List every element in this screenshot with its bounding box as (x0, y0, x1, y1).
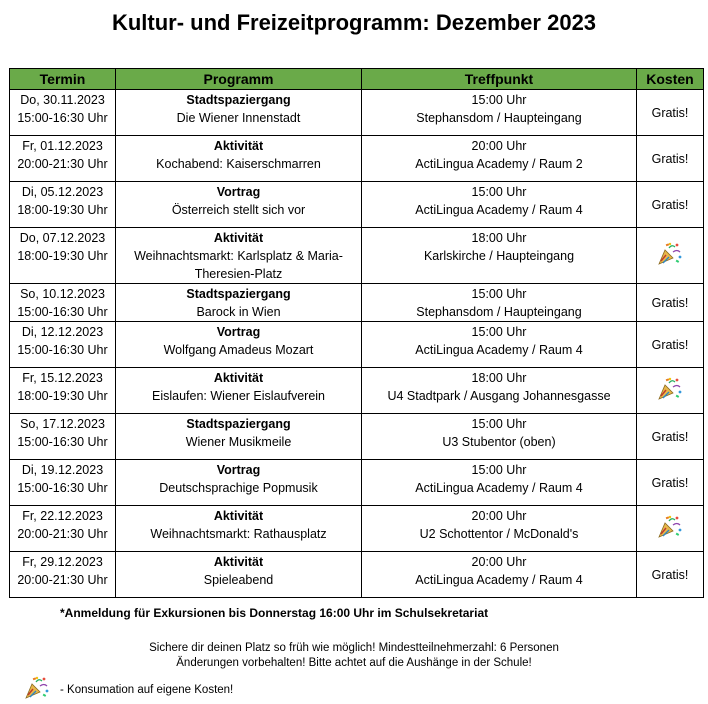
event-description: Wolfgang Amadeus Mozart (163, 343, 314, 357)
meeting-time: 18:00 Uhr (471, 371, 527, 385)
header-programm: Programm (116, 69, 362, 90)
event-date: Di, 19.12.2023 (21, 463, 104, 477)
cell-programm (116, 136, 362, 182)
cell-programm (116, 182, 362, 228)
cell-termin (10, 182, 116, 228)
legend (24, 676, 233, 703)
cell-treffpunkt (362, 552, 637, 598)
table-row (10, 136, 704, 182)
event-type: Vortrag (216, 185, 261, 199)
meeting-time: 15:00 Uhr (471, 185, 527, 199)
cell-termin (10, 90, 116, 136)
event-description: Kochabend: Kaiserschmarren (156, 157, 321, 171)
event-description: Deutschsprachige Popmusik (159, 481, 318, 495)
cell-treffpunkt (362, 460, 637, 506)
event-type: Aktivität (213, 555, 264, 569)
cell-kosten (637, 460, 704, 506)
program-table (9, 68, 704, 598)
cell-treffpunkt (362, 368, 637, 414)
event-type: Stadtspaziergang (186, 93, 291, 107)
event-description: Österreich stellt sich vor (171, 203, 306, 217)
event-time: 20:00-21:30 Uhr (17, 157, 108, 171)
table-row (10, 506, 704, 552)
event-time: 15:00-16:30 Uhr (17, 481, 108, 495)
meeting-time: 15:00 Uhr (471, 287, 527, 301)
cell-treffpunkt (362, 228, 637, 284)
cell-programm (116, 414, 362, 460)
meeting-time: 15:00 Uhr (471, 417, 527, 431)
meeting-place: Stephansdom / Haupteingang (416, 111, 582, 125)
event-time: 18:00-19:30 Uhr (17, 203, 108, 217)
event-date: Fr, 01.12.2023 (22, 139, 103, 153)
meeting-time: 20:00 Uhr (471, 139, 527, 153)
cell-treffpunkt (362, 322, 637, 368)
registration-footnote: *Anmeldung für Exkursionen bis Donnerstag 16:00 Uhr im Schulsekretariat (60, 606, 489, 620)
meeting-place: ActiLingua Academy / Raum 2 (415, 157, 583, 171)
meeting-place: U3 Stubentor (oben) (442, 435, 556, 449)
cost-label: Gratis! (651, 338, 689, 352)
meeting-place: U2 Schottentor / McDonald's (419, 527, 579, 541)
meeting-place: ActiLingua Academy / Raum 4 (415, 203, 583, 217)
event-description: Die Wiener Innenstadt (176, 111, 301, 125)
meeting-place: ActiLingua Academy / Raum 4 (415, 573, 583, 587)
cell-kosten (637, 228, 704, 284)
info-line: Änderungen vorbehalten! Bitte achtet auf die Aushänge in der Schule! (176, 657, 532, 669)
event-type: Stadtspaziergang (186, 417, 291, 431)
cost-label: Gratis! (651, 568, 689, 582)
cell-kosten (637, 136, 704, 182)
cell-kosten (637, 90, 704, 136)
cell-termin (10, 506, 116, 552)
table-header-row (10, 69, 704, 90)
cell-kosten (637, 414, 704, 460)
event-description: Eislaufen: Wiener Eislaufverein (152, 389, 325, 403)
meeting-time: 15:00 Uhr (471, 463, 527, 477)
cell-termin (10, 460, 116, 506)
info-line: Sichere dir deinen Platz so früh wie möglich! Mindestteilnehmerzahl: 6 Personen (149, 642, 559, 654)
event-date: So, 17.12.2023 (20, 417, 105, 431)
table-row (10, 284, 704, 322)
cell-termin (10, 228, 116, 284)
event-date: Do, 07.12.2023 (19, 231, 106, 245)
header-kosten: Kosten (637, 69, 704, 90)
cell-termin (10, 284, 116, 322)
table-row (10, 182, 704, 228)
event-description: Wiener Musikmeile (185, 435, 292, 449)
meeting-place: ActiLingua Academy / Raum 4 (415, 481, 583, 495)
cell-termin (10, 552, 116, 598)
cost-label: Gratis! (651, 106, 689, 120)
event-time: 15:00-16:30 Uhr (17, 435, 108, 449)
event-description: Barock in Wien (196, 305, 281, 319)
cell-treffpunkt (362, 90, 637, 136)
event-time: 15:00-16:30 Uhr (17, 343, 108, 357)
cell-treffpunkt (362, 506, 637, 552)
cell-programm (116, 322, 362, 368)
cell-programm (116, 284, 362, 322)
cost-label: Gratis! (651, 152, 689, 166)
meeting-time: 15:00 Uhr (471, 325, 527, 339)
event-date: Do, 30.11.2023 (20, 93, 105, 107)
cell-kosten (637, 182, 704, 228)
event-type: Vortrag (216, 463, 261, 477)
table-row (10, 228, 704, 284)
party-popper-icon (657, 242, 683, 271)
table-row (10, 90, 704, 136)
cell-kosten (637, 552, 704, 598)
meeting-place: Stephansdom / Haupteingang (416, 305, 582, 319)
cell-kosten (637, 322, 704, 368)
meeting-time: 18:00 Uhr (471, 231, 527, 245)
event-description: Weihnachtsmarkt: Karlsplatz & Maria-Theresien-Platz (134, 249, 343, 281)
cell-treffpunkt (362, 284, 637, 322)
cost-label: Gratis! (651, 430, 689, 444)
event-date: Fr, 29.12.2023 (22, 555, 103, 569)
cell-treffpunkt (362, 136, 637, 182)
party-popper-icon (657, 515, 683, 544)
cost-label: Gratis! (651, 476, 689, 490)
header-termin: Termin (10, 69, 116, 90)
meeting-place: Karlskirche / Haupteingang (423, 249, 575, 263)
table-row (10, 552, 704, 598)
event-type: Aktivität (213, 509, 264, 523)
table-row (10, 368, 704, 414)
event-time: 18:00-19:30 Uhr (17, 249, 108, 263)
cost-label: Gratis! (651, 198, 689, 212)
legend-text: - Konsumation auf eigene Kosten! (60, 683, 234, 696)
cell-termin (10, 368, 116, 414)
cell-programm (116, 552, 362, 598)
event-date: Fr, 22.12.2023 (22, 509, 103, 523)
cell-termin (10, 414, 116, 460)
cell-programm (116, 228, 362, 284)
event-date: Di, 05.12.2023 (21, 185, 104, 199)
event-time: 15:00-16:30 Uhr (17, 305, 108, 319)
cell-termin (10, 136, 116, 182)
event-description: Spieleabend (203, 573, 274, 587)
cell-treffpunkt (362, 414, 637, 460)
event-time: 18:00-19:30 Uhr (17, 389, 108, 403)
event-date: Fr, 15.12.2023 (22, 371, 103, 385)
cell-kosten (637, 506, 704, 552)
header-treffpunkt: Treffpunkt (362, 69, 637, 90)
meeting-place: U4 Stadtpark / Ausgang Johannesgasse (387, 389, 611, 403)
table-row (10, 460, 704, 506)
event-date: Di, 12.12.2023 (21, 325, 104, 339)
cell-programm (116, 460, 362, 506)
party-popper-icon (24, 676, 50, 703)
cell-programm (116, 506, 362, 552)
cell-termin (10, 322, 116, 368)
event-time: 15:00-16:30 Uhr (17, 111, 108, 125)
event-time: 20:00-21:30 Uhr (17, 573, 108, 587)
cell-programm (116, 90, 362, 136)
meeting-time: 20:00 Uhr (471, 509, 527, 523)
table-row (10, 322, 704, 368)
event-type: Vortrag (216, 325, 261, 339)
event-type: Aktivität (213, 231, 264, 245)
cost-label: Gratis! (651, 296, 689, 310)
table-row (10, 414, 704, 460)
event-type: Stadtspaziergang (186, 287, 291, 301)
page-title: Kultur- und Freizeitprogramm: Dezember 2023 (111, 10, 597, 35)
cell-kosten (637, 368, 704, 414)
cell-programm (116, 368, 362, 414)
cell-kosten (637, 284, 704, 322)
party-popper-icon (657, 377, 683, 406)
info-text (0, 641, 708, 671)
meeting-place: ActiLingua Academy / Raum 4 (415, 343, 583, 357)
event-time: 20:00-21:30 Uhr (17, 527, 108, 541)
event-type: Aktivität (213, 371, 264, 385)
event-date: So, 10.12.2023 (20, 287, 105, 301)
meeting-time: 20:00 Uhr (471, 555, 527, 569)
cell-treffpunkt (362, 182, 637, 228)
meeting-time: 15:00 Uhr (471, 93, 527, 107)
event-description: Weihnachtsmarkt: Rathausplatz (150, 527, 327, 541)
event-type: Aktivität (213, 139, 264, 153)
